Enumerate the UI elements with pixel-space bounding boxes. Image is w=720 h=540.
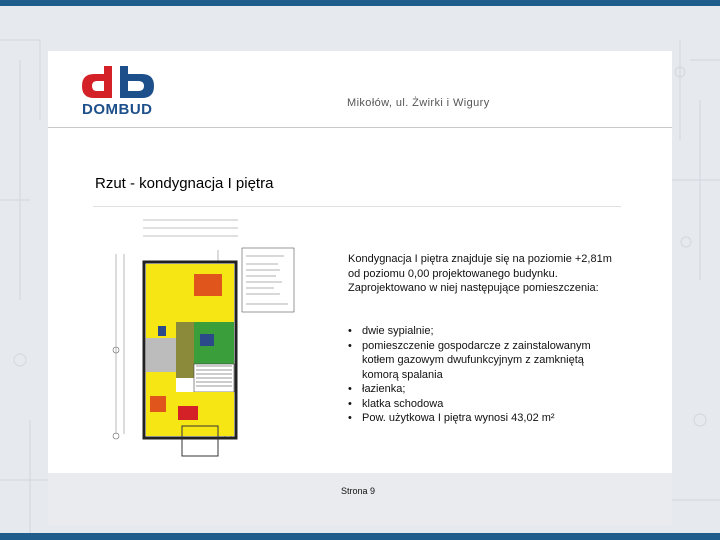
bullet: • [348, 412, 352, 424]
page-title: Rzut - kondygnacja I piętra [95, 175, 274, 192]
list-item-text: klatka schodowa [362, 397, 444, 410]
footer-band [48, 473, 672, 525]
intro-paragraph: Kondygnacja I piętra znajduje się na poziomie +2,81m od poziomu 0,00 projektowanego budynku. Zaprojektowano w niej następujące pomieszczenia: [348, 253, 612, 294]
address-text: Mikołów, ul. Żwirki i Wigury [347, 97, 490, 109]
floor-plan-image [108, 214, 308, 464]
list-item [348, 397, 620, 412]
bullet: • [348, 339, 352, 352]
page-number: Strona 9 [341, 486, 376, 496]
header-divider [48, 127, 672, 128]
list-item-text: dwie sypialnie; [362, 325, 434, 337]
bullet: • [348, 397, 352, 410]
list-item [348, 411, 620, 426]
list-item-text: Pow. użytkowa I piętra wynosi 43,02 m² [362, 412, 555, 424]
bullet: • [348, 383, 352, 395]
list-item-text: pomieszczenie gospodarcze z zainstalowanym kotłem gazowym dwufunkcyjnym z zamkniętą komorą spalania [362, 339, 591, 381]
room-list [348, 324, 620, 426]
list-item [348, 339, 620, 383]
bottom-bar [0, 533, 720, 540]
list-item-text: łazienka; [362, 383, 406, 395]
title-underline [93, 206, 621, 207]
list-item [348, 324, 620, 339]
logo-text: DOMBUD [82, 101, 153, 118]
list-item [348, 382, 620, 397]
bullet: • [348, 325, 352, 337]
